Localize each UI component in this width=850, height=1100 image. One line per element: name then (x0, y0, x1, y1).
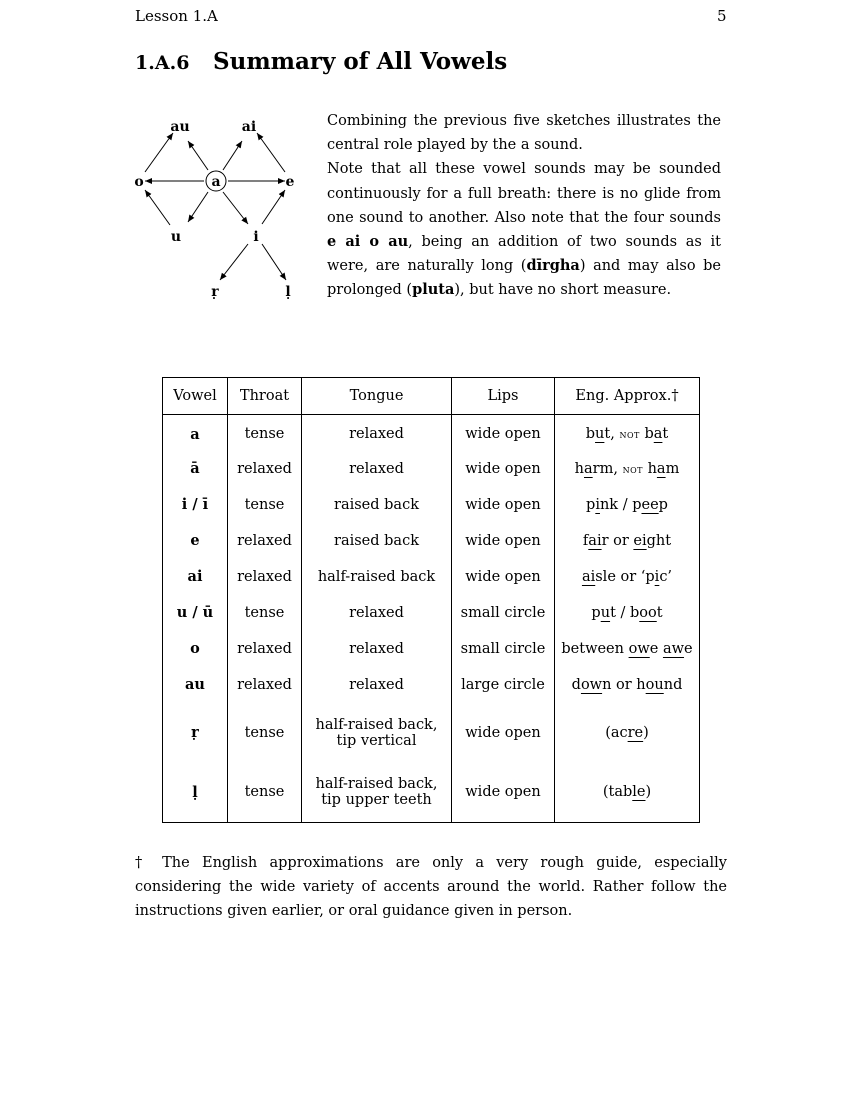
table-row: ṛ tense half-raised back, tip vertical wide open (acre) (163, 703, 700, 763)
arrow-a-ai (223, 141, 242, 170)
diagram-i: i (253, 229, 259, 245)
page-number: 5 (717, 7, 727, 25)
diagram-ai: ai (241, 119, 257, 135)
col-header-throat: Throat (228, 378, 302, 415)
arrow-a-au (188, 141, 208, 170)
table-row: ai relaxed half-raised back wide open aisle or ‘pic’ (163, 559, 700, 595)
table-row: e relaxed raised back wide open fair or eight (163, 523, 700, 559)
arrow-u-o (145, 190, 170, 225)
vowel-summary-table (162, 377, 700, 823)
diagram-au: au (170, 119, 190, 135)
diagram-center-a: a (211, 174, 221, 190)
para-2: Note that all these vowel sounds may be sounded continuously for a full breath: there is no glide from one sound to another. Also note that the four sounds e ai o au, being an addition of two sounds as it were, are naturally long (dīrgha) and may also be prolonged (pluta), but have no short measure. (327, 161, 722, 299)
diagram-e: e (285, 174, 295, 190)
arrow-a-u (188, 192, 208, 222)
table-row: au relaxed relaxed large circle down or hound (163, 667, 700, 703)
arrow-i-e (262, 190, 285, 224)
table-row: ḷ tense half-raised back, tip upper teeth wide open (table) (163, 763, 700, 823)
arrow-o-au (145, 133, 173, 172)
vowel-diagram (125, 108, 310, 308)
col-header-vowel: Vowel (163, 378, 228, 415)
table-row: ā relaxed relaxed wide open harm, not ham (163, 451, 700, 487)
arrow-a-i (223, 192, 248, 224)
intro-paragraph (327, 109, 721, 303)
diagram-o: o (134, 174, 144, 190)
col-header-lips: Lips (452, 378, 555, 415)
section-title: Summary of All Vowels (213, 48, 508, 75)
diagram-r: ṛ (211, 284, 219, 300)
col-header-eng-approx: Eng. Approx.† (555, 378, 700, 415)
para-1: Combining the previous five sketches illustrates the central role played by the a sound. (327, 113, 721, 154)
table-row: i / ī tense raised back wide open pink / peep (163, 487, 700, 523)
table-row: o relaxed relaxed small circle between owe awe (163, 631, 700, 667)
table-row: a tense relaxed wide open but, not bat (163, 415, 700, 451)
running-header: Lesson 1.A (135, 7, 218, 25)
arrow-i-r (220, 244, 248, 280)
footnote: † The English approximations are only a very rough guide, especially considering the wide variety of accents around the world. Rather follow the instructions given earlier, or oral guidance given in person. (135, 855, 727, 920)
col-header-tongue: Tongue (302, 378, 452, 415)
section-number: 1.A.6 (135, 52, 190, 74)
arrow-e-ai (257, 133, 285, 172)
table-header-row (163, 378, 700, 415)
arrow-i-l (262, 244, 286, 280)
diagram-u: u (170, 229, 182, 245)
table-row: u / ū tense relaxed small circle put / boot (163, 595, 700, 631)
diagram-l: ḷ (285, 284, 291, 300)
